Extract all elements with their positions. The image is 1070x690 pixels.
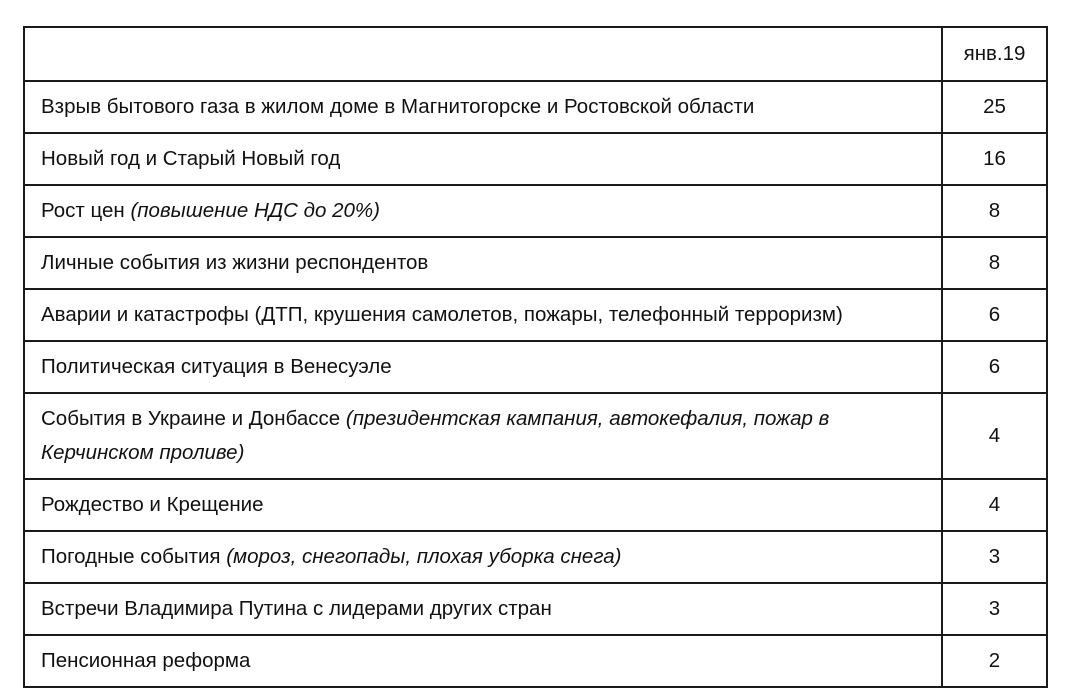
events-table: [23, 26, 1048, 688]
event-text: Новый год и Старый Новый год: [41, 147, 341, 170]
value-cell: 8: [942, 237, 1047, 289]
value-cell: 4: [942, 393, 1047, 479]
event-note: (повышение НДС до 20%): [130, 199, 380, 222]
event-text: Взрыв бытового газа в жилом доме в Магнитогорске и Ростовской области: [41, 95, 755, 118]
value-cell: 3: [942, 583, 1047, 635]
event-cell: [24, 393, 942, 479]
event-text: Пенсионная реформа: [41, 649, 251, 672]
value-cell: 3: [942, 531, 1047, 583]
table-row: [24, 81, 1047, 133]
event-cell: [24, 479, 942, 531]
event-text: Политическая ситуация в Венесуэле: [41, 355, 392, 378]
value-cell: 2: [942, 635, 1047, 687]
table-row: [24, 393, 1047, 479]
event-cell: [24, 237, 942, 289]
table-row: [24, 479, 1047, 531]
table-row: [24, 635, 1047, 687]
table-row: [24, 289, 1047, 341]
table-row: [24, 583, 1047, 635]
event-note: (мороз, снегопады, плохая уборка снега): [226, 545, 622, 568]
event-text: События в Украине и Донбассе: [41, 407, 341, 430]
header-period-cell: янв.19: [942, 27, 1047, 81]
event-text: Погодные события: [41, 545, 221, 568]
event-text: Аварии и катастрофы (ДТП, крушения самолетов, пожары, телефонный терроризм): [41, 303, 843, 326]
event-text: Личные события из жизни респондентов: [41, 251, 429, 274]
event-cell: [24, 81, 942, 133]
event-cell: [24, 531, 942, 583]
table-row: [24, 185, 1047, 237]
table-row: [24, 341, 1047, 393]
event-note: (президентская кампания, автокефалия, пожар в Керчинском проливе): [41, 407, 830, 464]
event-cell: [24, 133, 942, 185]
value-cell: 25: [942, 81, 1047, 133]
events-table-container: [23, 26, 1046, 688]
value-cell: 8: [942, 185, 1047, 237]
value-cell: 6: [942, 341, 1047, 393]
event-cell: [24, 289, 942, 341]
value-cell: 16: [942, 133, 1047, 185]
event-text: Рождество и Крещение: [41, 493, 264, 516]
event-cell: [24, 185, 942, 237]
event-cell: [24, 583, 942, 635]
event-cell: [24, 635, 942, 687]
event-text: Встречи Владимира Путина с лидерами других стран: [41, 597, 552, 620]
header-event-cell: [24, 27, 942, 81]
table-row: [24, 237, 1047, 289]
event-text: Рост цен: [41, 199, 125, 222]
value-cell: 6: [942, 289, 1047, 341]
value-cell: 4: [942, 479, 1047, 531]
table-row: [24, 133, 1047, 185]
event-cell: [24, 341, 942, 393]
table-row: [24, 531, 1047, 583]
table-header-row: [24, 27, 1047, 81]
